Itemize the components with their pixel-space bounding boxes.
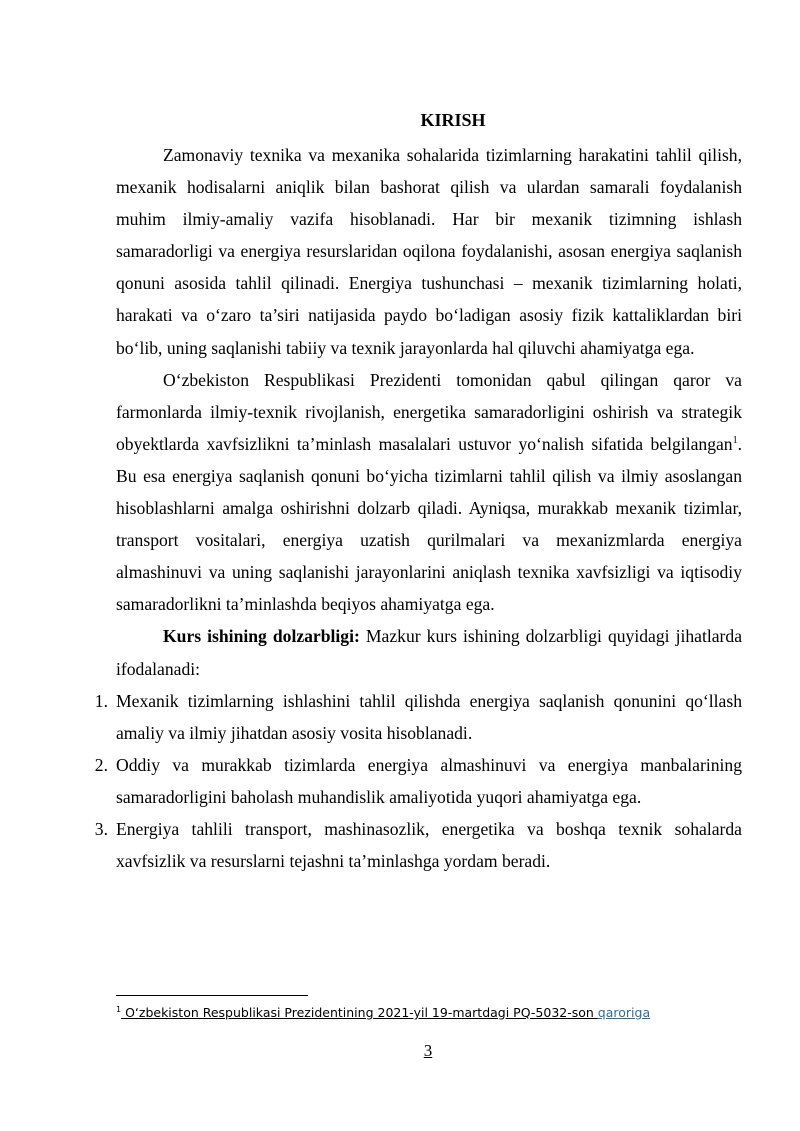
- paragraph-relevance: [116, 620, 742, 684]
- paragraph-decree: [116, 364, 742, 621]
- list-item-number: 1.: [94, 690, 108, 711]
- list-item: [94, 685, 742, 749]
- list-item: [94, 813, 742, 877]
- list-item: [94, 749, 742, 813]
- list-item-text: Oddiy va murakkab tizimlarda energiya almashinuvi va energiya manbalarining samaradorligini baholash muhandislik amaliyotida yuqori ahamiyatga ega.: [116, 754, 742, 807]
- section-title: KIRISH: [420, 110, 486, 130]
- list-item-text: Mexanik tizimlarning ishlashini tahlil qilishda energiya saqlanish qonunini qo‘llash amaliy va ilmiy jihatdan asosiy vosita hisoblanadi.: [116, 690, 742, 743]
- footnote: [116, 1005, 650, 1021]
- footnote-marker: 1: [116, 1004, 122, 1014]
- list-item-text: Energiya tahlili transport, mashinasozlik, energetika va boshqa texnik sohalarda xavfsizlik va resurslarni tejashni ta’minlashga yordam beradi.: [116, 818, 742, 872]
- paragraph-intro: Zamonaviy texnika va mexanika sohalarida tizimlarning harakatini tahlil qilish, mexanik hodisalarni aniqlik bilan bashorat qilish va ulardan samarali foydalanish muhim ilmiy-amaliy vazifa hisoblanadi. Har bir mexanik tizimning ishlash samaradorligi va energiya resurslaridan oqilona foydalanishi, asosan energiya saqlanish qonuni asosida tahlil qilinadi. Energiya tushunchasi – mexanik tizimlarning holati, harakati va o‘zaro ta’siri natijasida paydo bo‘ladigan asosiy fizik kattaliklardan biri bo‘lib, uning saqlanishi tabiiy va texnik jarayonlarda hal qiluvchi ahamiyatga ega.: [116, 145, 742, 358]
- document-body: [94, 108, 743, 877]
- paragraph-decree-text-2: . Bu esa energiya saqlanish qonuni bo‘yicha tizimlarni tahlil qilish va ilmiy asoslangan hisoblashlarni amalga oshirishni dolzarb qiladi. Ayniqsa, murakkab mexanik tizimlar, transport vositalari, energiya uzatish qurilmalari va mexanizmlarda energiya almashinuvi va uning saqlanishi jarayonlarini aniqlash texnika xavfsizligi va iqtisodiy samaradorlikni ta’minlashda beqiyos ahamiyatga ega.: [116, 433, 742, 615]
- relevance-text: Mazkur kurs ishining dolzarbligi quyidagi jihatlarda ifodalanadi:: [116, 626, 743, 679]
- list-item-number: 2.: [94, 754, 108, 775]
- footnote-separator: [116, 995, 308, 996]
- footnote-reference[interactable]: 1: [732, 434, 738, 446]
- relevance-heading: Kurs ishining dolzarbligi:: [163, 626, 360, 647]
- paragraph-decree-text-1: O‘zbekiston Respublikasi Prezidenti tomonidan qabul qilingan qaror va farmonlarda ilmiy-texnik rivojlanish, energetika samaradorligini oshirish va strategik obyektlarda xavfsizlikni ta’minlash masalalari ustuvor yo‘nalish sifatida belgilangan: [116, 369, 742, 454]
- footnote-link[interactable]: qaroriga: [597, 1005, 651, 1020]
- page-number: 3: [423, 1041, 433, 1060]
- list-item-number: 3.: [94, 818, 108, 839]
- relevance-list: [94, 685, 742, 878]
- footnote-text: O‘zbekiston Respublikasi Prezidentining 2021-yil 19-martdagi PQ-5032-son: [121, 1005, 598, 1020]
